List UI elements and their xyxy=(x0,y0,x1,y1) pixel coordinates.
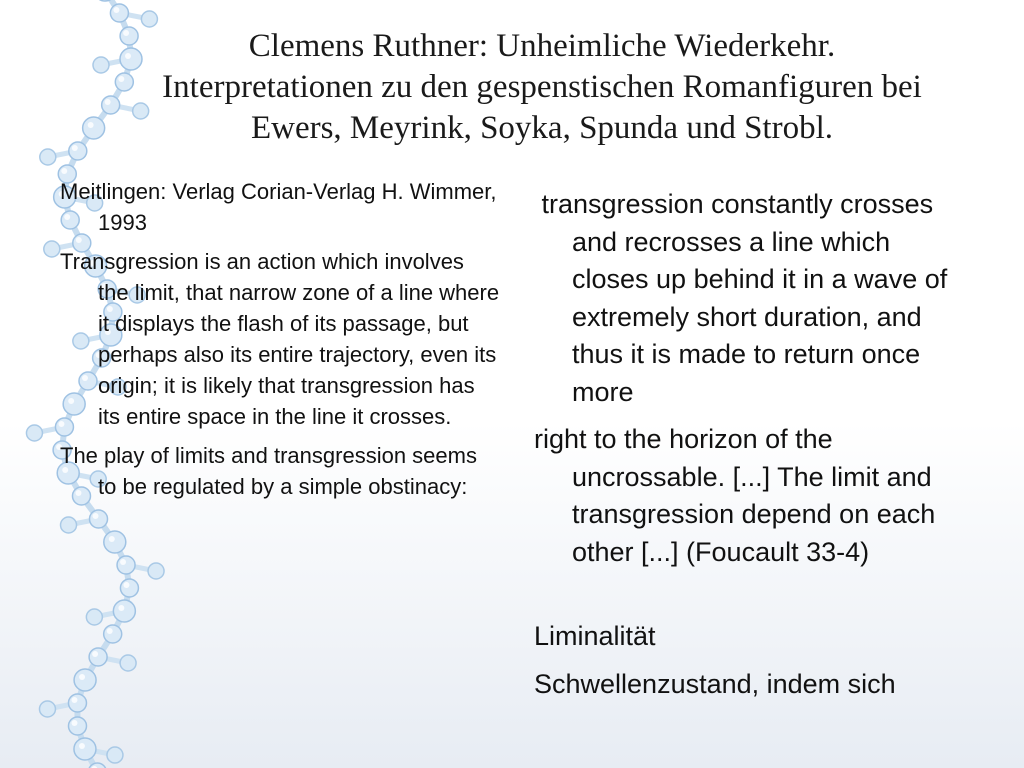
atom-node xyxy=(39,701,55,717)
liminality-text: Schwellenzustand, indem sich xyxy=(534,668,896,699)
title-line: Interpretationen zu den gespenstischen Romanfiguren bei xyxy=(162,69,922,105)
atom-node xyxy=(68,717,86,735)
atom-highlight xyxy=(107,628,113,634)
atom-node xyxy=(68,694,86,712)
atom-node xyxy=(26,425,42,441)
atom-highlight xyxy=(109,536,115,542)
atom-node xyxy=(120,579,138,597)
atom-node xyxy=(90,510,108,528)
right-text-column xyxy=(534,186,974,703)
quote-part-1: transgression constantly crosses and recrosses a line which closes up behind it in a wave of extremely short duration, and thus it is made to return once more xyxy=(534,189,955,407)
atom-highlight xyxy=(61,168,67,174)
slide-title xyxy=(60,26,1024,149)
atom-highlight xyxy=(92,651,98,657)
quote-part-2: right to the horizon of the uncrossable. [...] The limit and transgression depend on each other [...] (Foucault 33-4) xyxy=(534,424,936,567)
atom-highlight xyxy=(118,605,124,611)
atom-node xyxy=(61,517,77,533)
atom-node xyxy=(117,556,135,574)
title-line: Ewers, Meyrink, Soyka, Spunda und Strobl. xyxy=(250,110,834,146)
atom-node xyxy=(86,609,102,625)
atom-node xyxy=(40,149,56,165)
atom-highlight xyxy=(71,697,77,703)
atom-node xyxy=(107,747,123,763)
atom-node xyxy=(104,531,126,553)
title-line: Clemens Ruthner: Unheimliche Wiederkehr. xyxy=(248,28,836,64)
atom-highlight xyxy=(79,743,85,749)
publication-info: Meitlingen: Verlag Corian-Verlag H. Wimmer, 1993 xyxy=(60,179,497,235)
left-text-column xyxy=(60,176,500,502)
atom-highlight xyxy=(93,513,99,519)
atom-node xyxy=(113,600,135,622)
liminality-heading: Liminalität xyxy=(534,621,656,651)
atom-node xyxy=(148,563,164,579)
atom-node xyxy=(74,738,96,760)
atom-node xyxy=(110,4,128,22)
atom-node xyxy=(104,625,122,643)
atom-highlight xyxy=(79,674,85,680)
atom-highlight xyxy=(123,582,129,588)
transgression-definition: Transgression is an action which involves the limit, that narrow zone of a line where it displays the flash of its passage, but perhaps also its entire trajectory, even its origin; it is likely that transgression has its entire space in the line it crosses. xyxy=(60,249,500,429)
atom-highlight xyxy=(120,559,126,565)
atom-highlight xyxy=(113,7,119,13)
atom-node xyxy=(74,669,96,691)
atom-node xyxy=(89,648,107,666)
limits-paragraph: The play of limits and transgression seems to be regulated by a simple obstinacy: xyxy=(60,443,477,499)
atom-node xyxy=(44,241,60,257)
atom-node xyxy=(120,655,136,671)
atom-node xyxy=(141,11,157,27)
atom-highlight xyxy=(71,720,77,726)
